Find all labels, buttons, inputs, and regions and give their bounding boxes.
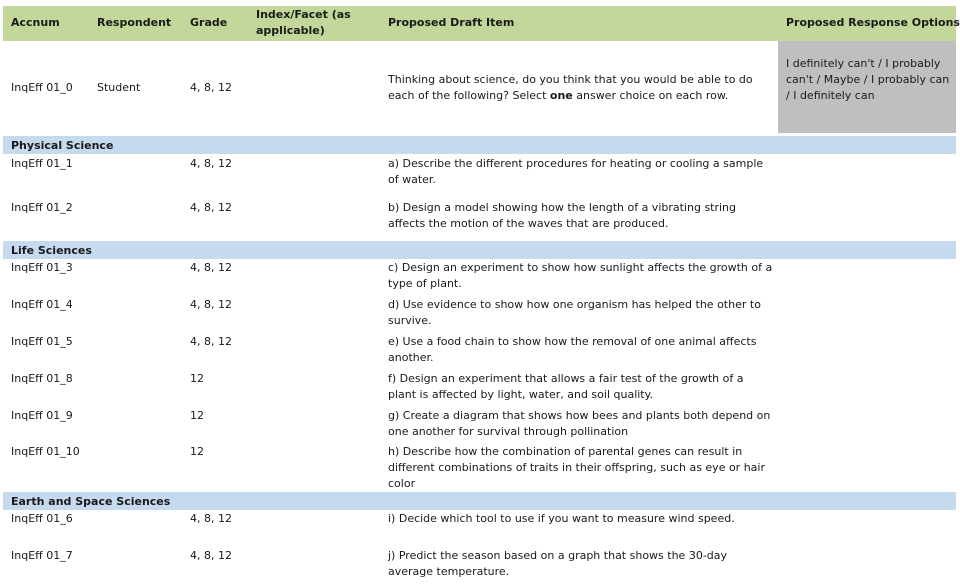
intro-item-text-start: Thinking about science, do you think that you would be able to do each of the following? Select (388, 73, 753, 102)
item-text: b) Design a model showing how the length of a vibrating string affects the motion of the waves that are produced. (388, 201, 737, 230)
item-accnum: InqEff 01_2 (11, 201, 73, 214)
intro-item-text (388, 72, 773, 104)
col-header-draft-item: Proposed Draft Item (388, 16, 515, 29)
section-title: Life Sciences (11, 244, 92, 257)
item-text: g) Create a diagram that shows how bees and plants both depend on one another for survival through pollination (388, 409, 771, 438)
item-text: d) Use evidence to show how one organism has helped the other to survive. (388, 298, 761, 327)
item-text: i) Decide which tool to use if you want to measure wind speed. (388, 512, 735, 525)
col-header-respondent: Respondent (97, 16, 172, 29)
section-header (3, 241, 956, 259)
item-text: j) Predict the season based on a graph that shows the 30-day average temperature. (388, 549, 728, 578)
item-grade: 4, 8, 12 (190, 512, 232, 525)
intro-grade: 4, 8, 12 (190, 81, 232, 94)
item-grade: 4, 8, 12 (190, 201, 232, 214)
item-text: a) Describe the different procedures for heating or cooling a sample of water. (388, 157, 764, 186)
item-text: f) Design an experiment that allows a fair test of the growth of a plant is affected by light, water, and soil quality. (388, 372, 744, 401)
item-grade: 4, 8, 12 (190, 335, 232, 348)
intro-item-emphasis: one (549, 89, 573, 102)
item-accnum: InqEff 01_4 (11, 298, 73, 311)
item-grade: 4, 8, 12 (190, 298, 232, 311)
intro-item-text-end: answer choice on each row. (572, 89, 729, 102)
item-grade: 12 (190, 372, 204, 385)
item-grade: 4, 8, 12 (190, 261, 232, 274)
item-accnum: InqEff 01_1 (11, 157, 73, 170)
col-header-response-options: Proposed Response Options (786, 16, 960, 29)
item-accnum: InqEff 01_6 (11, 512, 73, 525)
section-header (3, 136, 956, 154)
section-header (3, 492, 956, 510)
item-grade: 4, 8, 12 (190, 549, 232, 562)
item-accnum: InqEff 01_10 (11, 445, 80, 458)
intro-respondent: Student (97, 81, 141, 94)
col-header-index-facet: Index/Facet (as applicable) (256, 8, 351, 37)
item-grade: 4, 8, 12 (190, 157, 232, 170)
item-text: e) Use a food chain to show how the removal of one animal affects another. (388, 335, 757, 364)
item-text: h) Describe how the combination of parental genes can result in different combinations of traits in their offspring, such as eye or hair color (388, 445, 765, 490)
section-title: Physical Science (11, 139, 114, 152)
section-title: Earth and Space Sciences (11, 495, 171, 508)
item-accnum: InqEff 01_5 (11, 335, 73, 348)
col-header-accnum: Accnum (11, 16, 60, 29)
item-accnum: InqEff 01_7 (11, 549, 73, 562)
item-accnum: InqEff 01_3 (11, 261, 73, 274)
col-header-grade: Grade (190, 16, 228, 29)
intro-accnum: InqEff 01_0 (11, 81, 73, 94)
item-accnum: InqEff 01_8 (11, 372, 73, 385)
item-accnum: InqEff 01_9 (11, 409, 73, 422)
item-grade: 12 (190, 445, 204, 458)
item-grade: 12 (190, 409, 204, 422)
response-options-text: I definitely can't / I probably can't / Maybe / I probably can / I definitely can (786, 57, 950, 102)
item-text: c) Design an experiment to show how sunlight affects the growth of a type of plant. (388, 261, 773, 290)
